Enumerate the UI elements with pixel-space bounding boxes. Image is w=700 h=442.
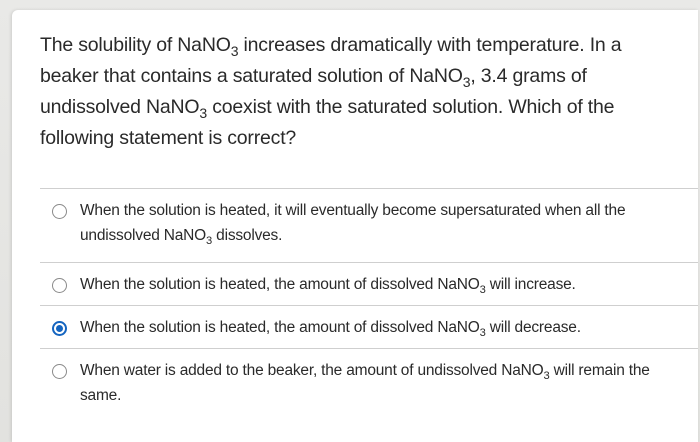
answer-option-1[interactable] <box>52 198 692 258</box>
divider <box>40 348 698 349</box>
radio-button-1[interactable] <box>52 204 67 219</box>
radio-button-4[interactable] <box>52 364 67 379</box>
divider <box>40 262 698 263</box>
answer-option-2-text: When the solution is heated, the amount of dissolved NaNO$_3$ will increase. <box>80 276 576 297</box>
answer-option-2[interactable] <box>52 272 692 302</box>
answer-option-4[interactable] <box>52 358 692 418</box>
answer-option-3[interactable] <box>52 315 692 345</box>
radio-button-3-selected[interactable] <box>52 321 67 336</box>
answer-option-1-text: When the solution is heated, it will eventually become supersaturated when all the undissolved NaNO$_3$ dissolves. <box>80 202 626 248</box>
question-text: The solubility of NaNO$_3$ increases dramatically with temperature. In a beaker that contains a saturated solution of NaNO$_3$, 3.4 grams of undissolved NaNO$_3$ coexist with the saturated solution. Which of the following statement is correct? <box>40 34 622 149</box>
answer-option-4-text: When water is added to the beaker, the amount of undissolved NaNO$_3$ will remain the same. <box>80 362 650 404</box>
radio-button-2[interactable] <box>52 278 67 293</box>
divider <box>40 305 698 306</box>
answer-option-3-text: When the solution is heated, the amount of dissolved NaNO$_3$ will decrease. <box>80 319 581 340</box>
question-card <box>12 10 698 442</box>
divider <box>40 188 698 189</box>
